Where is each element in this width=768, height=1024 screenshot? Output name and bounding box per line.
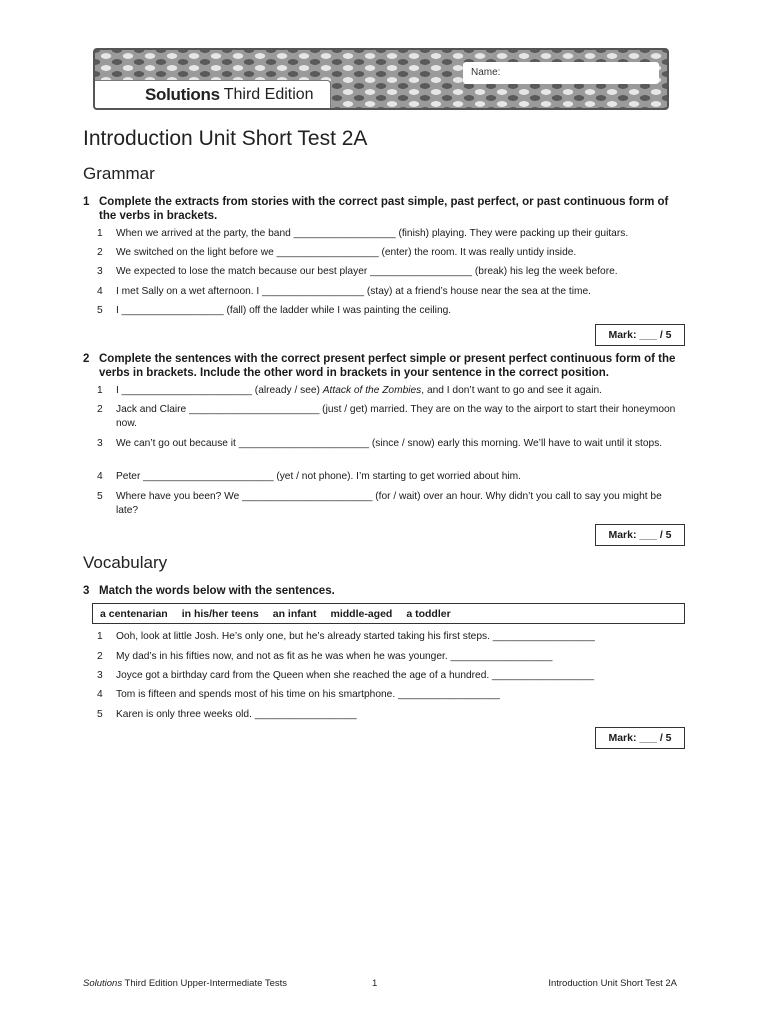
question-text: Match the words below with the sentences. [99,585,335,597]
q2-mark-box[interactable]: Mark: ___ / 5 [595,524,685,546]
question-2-title [83,352,683,380]
q2-item [97,403,685,431]
item-number: 2 [97,404,103,415]
word-bank-item: a centenarian [100,607,168,620]
item-number: 3 [97,266,103,277]
q3-item [97,688,685,702]
footer-series: Solutions [83,978,123,989]
item-text: When we arrived at the party, the band __________________ (finish) playing. They were packing up their guitars. [116,228,629,239]
name-field[interactable] [463,62,659,84]
name-label: Name: [471,67,501,78]
q2-item [97,470,685,484]
item-text [116,384,685,398]
word-bank-item: middle-aged [330,607,393,620]
question-text: Complete the extracts from stories with the correct past simple, past perfect, or past continuous form of the verbs in brackets. [99,196,669,222]
logo-light-text: Third Edition [223,85,314,103]
footer-right: Introduction Unit Short Test 2A [548,978,677,989]
logo-bold-text: Solutions [145,84,220,104]
item-text: We expected to lose the match because our best player __________________ (break) his leg the week before. [116,266,618,277]
q1-item [97,265,685,279]
item-number: 4 [97,471,103,482]
item-number: 5 [97,709,103,720]
item-number: 5 [97,305,103,316]
item-number: 5 [97,491,103,502]
item-number: 1 [97,385,103,396]
q1-item [97,304,685,318]
q1-item [97,227,685,241]
solutions-logo [95,80,331,108]
item-text-pre: I _______________________ (already / see) [116,385,323,396]
q2-item [97,490,685,518]
item-number: 1 [97,631,103,642]
word-bank-item: a toddler [406,607,451,620]
q3-mark-box[interactable]: Mark: ___ / 5 [595,727,685,749]
q3-item [97,630,685,644]
item-text: Tom is fifteen and spends most of his time on his smartphone. __________________ [116,689,500,700]
header-banner [93,48,669,110]
item-text: Karen is only three weeks old. __________________ [116,709,357,720]
page-title: Introduction Unit Short Test 2A [83,127,368,150]
film-title: Attack of the Zombies [322,385,422,396]
item-text: Peter _______________________ (yet / not phone). I’m starting to get worried about him. [116,471,521,482]
item-number: 2 [97,651,103,662]
footer-series-rest: Third Edition Upper-Intermediate Tests [122,978,288,989]
item-text: I met Sally on a wet afternoon. I __________________ (stay) at a friend’s house near the sea at the time. [116,286,591,297]
item-number: 2 [97,247,103,258]
q1-item [97,246,685,260]
question-number: 1 [83,196,90,208]
item-text: Where have you been? We _______________________ (for / wait) over an hour. Why didn’t you call to say you might be late? [116,491,662,516]
item-text: Joyce got a birthday card from the Queen when she reached the age of a hundred. __________________ [116,670,595,681]
question-number: 3 [83,585,90,597]
q3-item [97,708,685,722]
question-3-title [83,584,683,598]
item-text: Jack and Claire _______________________ (just / get) married. They are on the way to the airport to start their honeymoon now. [116,404,676,429]
q1-item [97,285,685,299]
vocabulary-heading: Vocabulary [83,553,168,572]
item-text-post: , and I don’t want to go and see it again. [421,385,602,396]
word-bank-item: an infant [272,607,317,620]
q3-item [97,650,685,664]
question-1-title [83,195,683,223]
question-text: Complete the sentences with the correct present perfect simple or present perfect continuous form of the verbs in brackets. Include the other word in brackets in your sentence in the correct position. [99,353,676,379]
item-number: 4 [97,689,103,700]
item-text: We switched on the light before we __________________ (enter) the room. It was really untidy inside. [116,247,577,258]
word-bank [92,603,685,624]
question-number: 2 [83,353,90,365]
q3-item [97,669,685,683]
q2-item [97,437,685,451]
q2-item [97,384,685,398]
item-text: We can’t go out because it _______________________ (since / snow) early this morning. We’ll have to wait until it stops. [116,438,663,449]
item-text: Ooh, look at little Josh. He’s only one, but he’s already started taking his first steps. __________________ [116,631,595,642]
item-text: My dad’s in his fifties now, and not as fit as he was when he was younger. __________________ [116,651,553,662]
page-number: 1 [372,978,378,989]
item-number: 4 [97,286,103,297]
word-bank-item: in his/her teens [181,607,259,620]
item-number: 1 [97,228,103,239]
item-number: 3 [97,438,103,449]
item-text: I __________________ (fall) off the ladder while I was painting the ceiling. [116,305,452,316]
grammar-heading: Grammar [83,164,155,183]
q1-mark-box[interactable]: Mark: ___ / 5 [595,324,685,346]
item-number: 3 [97,670,103,681]
footer-left [83,978,287,989]
